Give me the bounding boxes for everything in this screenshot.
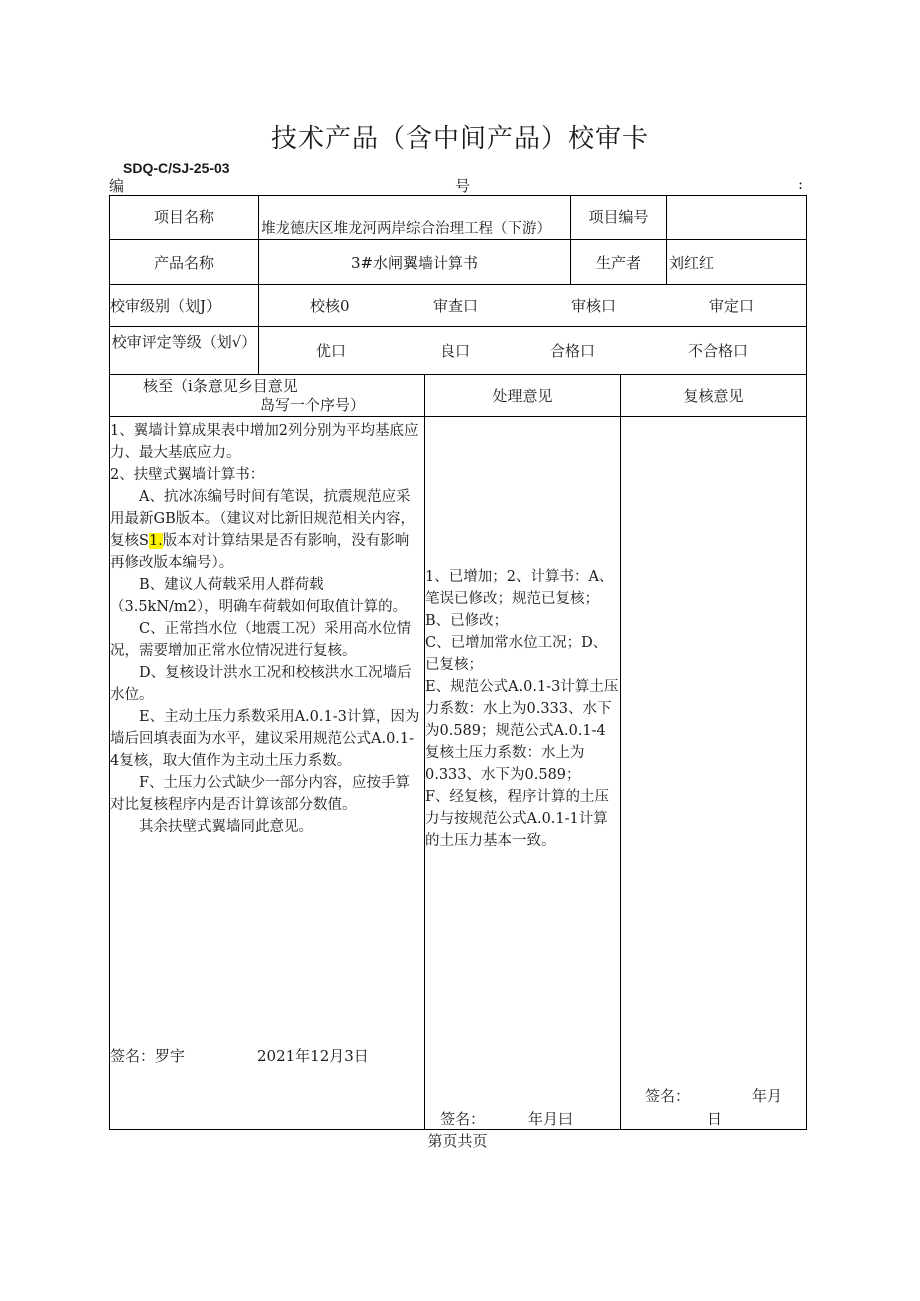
comment-item: F、土压力公式缺少一部分内容，应按手算对比复核程序内是否计算该部分数值。 [110,775,411,813]
number-colon: : [798,175,804,193]
review-level-check[interactable]: 校核0 [310,297,350,315]
page-footer: 第页共页 [427,1132,488,1150]
comment-item: B、建议人荷载采用人群荷载（3.5kN/m2），明确车荷载如何取值计算的。 [110,577,408,615]
recheck-signature: 签名： [645,1087,691,1105]
review-level-approve[interactable]: 审定口 [709,297,755,315]
grade-excellent[interactable]: 优口 [316,342,347,360]
number-label-right: 号 [455,177,471,195]
document-code: SDQ-C/SJ-25-03 [123,160,230,176]
review-level-examine[interactable]: 审查口 [433,297,479,315]
review-level-audit[interactable]: 审核口 [571,297,617,315]
handler-date: 年月曰 [528,1110,574,1128]
handling-item: 1、已增加；2、计算书：A、笔误已修改；规范已复核； [425,569,614,607]
comment-item: A、抗冰冻编号时间有笔误，抗震规范应采用最新GB版本。（建议对比新旧规范相关内容，复核S1.版本对计算结果是否有影响，没有影响再修改版本编号）。 [110,489,415,571]
project-name-label: 项目名称 [153,208,214,226]
producer-value: 刘红红 [669,254,715,272]
comment-item: 2、扶壁式翼墙计算书： [110,467,265,483]
grade-pass[interactable]: 合格口 [550,342,596,360]
recheck-header: 复核意见 [683,387,744,405]
comment-item: D、复核设计洪水工况和校核洪水工况墙后水位。 [110,665,412,703]
comments-header-line1: 核至（i条意见乡目意见 [143,377,298,395]
reviewer-signature: 签名：罗宇 [110,1047,186,1065]
recheck-date-day: 日 [707,1110,723,1128]
highlight-mark: 1. [148,533,163,549]
comment-item: 1、翼墙计算成果表中增加2列分别为平均基底应力、最大基底应力。 [110,423,419,461]
handling-item: B、已修改； [425,613,509,629]
handling-item: F、经复核，程序计算的土压力与按规范公式A.0.1-1计算的土压力基本一致。 [425,789,610,849]
grade-fail[interactable]: 不合格口 [688,342,749,360]
grade-good[interactable]: 良口 [440,342,471,360]
handler-signature: 签名： [440,1110,486,1128]
comment-item: C、正常挡水位（地震工况）采用高水位情况，需要增加正常水位情况进行复核。 [110,621,412,659]
comment-item: E、主动土压力系数采用A.0.1-3计算，因为墙后回填表面为水平，建议采用规范公式A.0.1-4复核，取大值作为主动土压力系数。 [110,709,420,769]
project-name-value: 堆龙德庆区堆龙河两岸综合治理工程（下游） [261,221,551,237]
handling-item: E、规范公式A.0.1-3计算土压力系数：水上为0.333、水下为0.589；规范公式A.0.1-4复核土压力系数：水上为0.333、水下为0.589； [425,679,619,783]
comment-item: 其余扶壁式翼墙同此意见。 [139,819,313,835]
project-no-label: 项目编号 [588,208,649,226]
review-comments [110,420,422,838]
number-label-left: 编 [109,177,125,195]
reviewer-date: 2021年12月3日 [257,1047,369,1065]
comments-header-line2: 岛写一个序号） [260,396,366,414]
handling-item: C、已增加常水位工况；D、已复核； [425,635,608,673]
handling-comments [425,566,619,852]
handling-header: 处理意见 [492,387,553,405]
page-title: 技术产品（含中间产品）校审卡 [270,124,649,154]
product-name-label: 产品名称 [153,254,214,272]
recheck-date: 年月 [752,1087,783,1105]
review-level-label: 校审级别（划J） [110,297,222,315]
product-name-value: 3#水闸翼墙计算书 [350,254,479,272]
grade-label: 校审评定等级（划√） [111,333,257,351]
producer-label: 生产者 [595,254,641,272]
